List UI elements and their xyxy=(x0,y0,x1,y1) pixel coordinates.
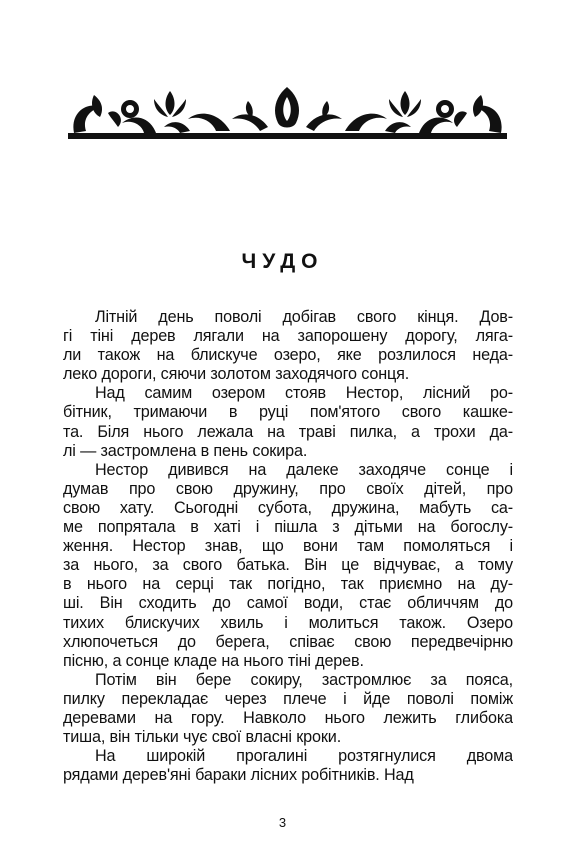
text-line: пісню, а сонце кладе на нього тіні дерев. xyxy=(63,651,364,670)
text-line: думав про свою дружину, про своїх дітей, про xyxy=(63,479,513,498)
text-line: ли також на блискуче озеро, яке розлилося неда- xyxy=(63,346,513,365)
text-line: та. Біля нього лежала на траві пилка, а трохи да- xyxy=(63,422,513,441)
text-line: рядами дерев'яні бараки лісних робітників. Над xyxy=(63,766,414,785)
paragraph xyxy=(63,747,513,785)
page-number: 3 xyxy=(278,815,287,830)
text-line: тихих блискучих хвиль і молиться також. Озеро xyxy=(63,613,513,632)
paragraph xyxy=(63,671,513,747)
text-line: Літній день поволі добігав свого кінця. Дов- xyxy=(95,308,513,326)
text-line: хлюпочеться до берега, співає свою передвечірню xyxy=(63,632,513,651)
chapter-title: ЧУДО xyxy=(241,250,324,273)
text-line: бітник, тримаючи в руці пом'ятого свого кашке- xyxy=(63,403,513,422)
text-line: ме попрятала в хаті і пішла з дітьми на богослу- xyxy=(63,518,513,537)
text-line: Нестор дивився на далеке заходяче сонце і xyxy=(95,460,513,479)
text-line: за нього, за свого батька. Він це відчуває, а тому xyxy=(63,556,513,575)
body-text xyxy=(63,308,513,785)
text-line: Над самим озером стояв Нестор, лісний ро- xyxy=(95,384,513,403)
text-line: лі — застромлена в пень сокира. xyxy=(63,441,308,460)
text-line: тиша, він тільки чує свої власні кроки. xyxy=(63,728,342,747)
text-line: пилку перекладає через плече і йде поволі поміж xyxy=(63,689,513,708)
paragraph xyxy=(63,461,513,671)
text-line: свою хату. Сьогодні субота, дружина, мабуть са- xyxy=(63,498,513,517)
paragraph xyxy=(63,384,513,460)
text-line: ші. Він сходить до самої води, стає обличчям до xyxy=(63,594,513,613)
floral-headpiece-ornament xyxy=(60,83,515,145)
text-line: в нього на серці так погідно, так приємно на ду- xyxy=(63,575,513,594)
text-line: На широкій прогалині розтягнулися двома xyxy=(95,747,513,766)
text-line: гі тіні дерев лягали на запорошену дорогу, ляга- xyxy=(63,327,513,346)
paragraph xyxy=(63,308,513,384)
text-line: Потім він бере сокиру, застромлює за пояса, xyxy=(95,670,513,689)
text-line: ження. Нестор знав, що вони там помоляться і xyxy=(63,537,513,556)
text-line: деревами на гору. Навколо нього лежить глибока xyxy=(63,708,513,727)
text-line: леко дороги, сяючи золотом заходячого сонця. xyxy=(63,365,410,384)
